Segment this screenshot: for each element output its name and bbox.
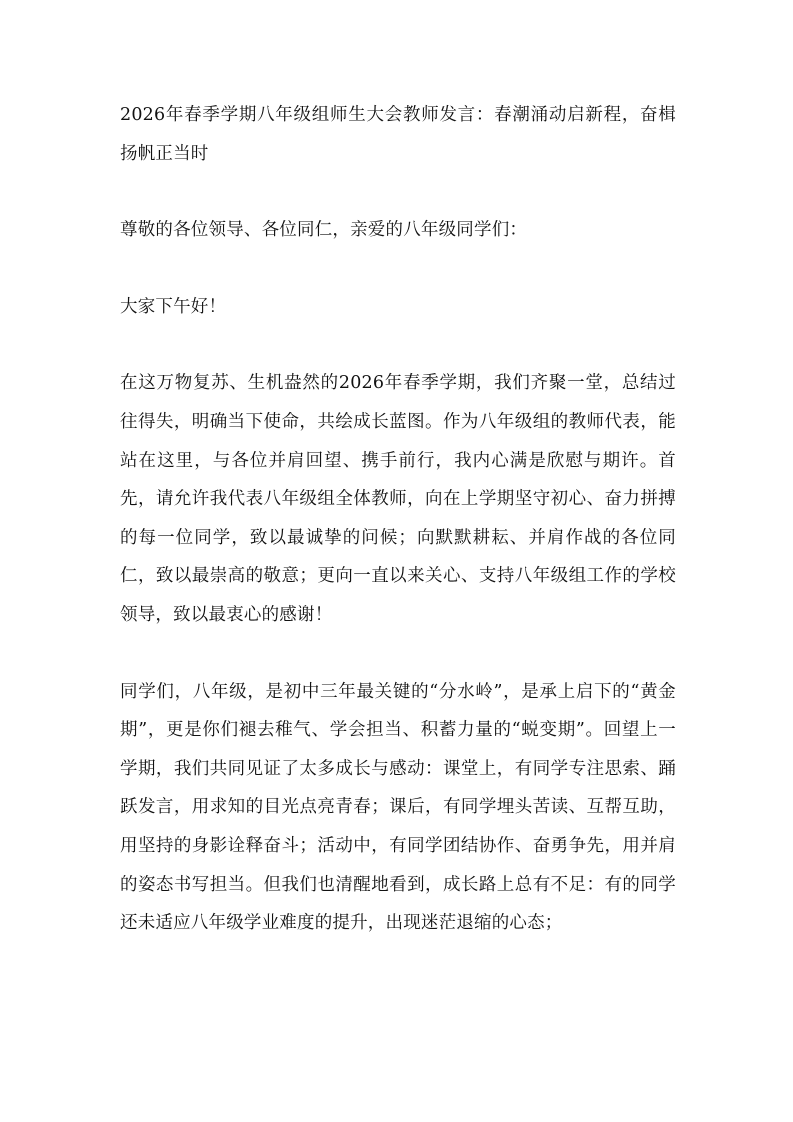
greeting-line: 尊敬的各位领导、各位同仁，亲爱的八年级同学们： [120,220,528,241]
body-paragraph: 同学们，八年级，是初中三年最关键的“分水岭”，是承上启下的“黄金期”，更是你们褪去稚气、学会担当、积蓄力量的“蜕变期”。回望上一学期，我们共同见证了太多成长与感动：课堂上，有同学专注思索、踊跃发言，用求知的目光点亮青春；课后，有同学埋头苦读、互帮互助，用坚持的身影诠释奋斗；活动中，有同学团结协作、奋勇争先，用并肩的姿态书写担当。但我们也清醒地看到，成长路上总有不足：有的同学还未适应八年级学业难度的提升，出现迷茫退缩的心态； [120,681,676,934]
body-paragraph: 在这万物复苏、生机盎然的2026年春季学期，我们齐聚一堂，总结过往得失，明确当下使命，共绘成长蓝图。作为八年级组的教师代表，能站在这里，与各位并肩回望、携手前行，我内心满是欣慰与期许。首先，请允许我代表八年级组全体教师，向在上学期坚守初心、奋力拼搏的每一位同学，致以最诚挚的问候；向默默耕耘、并肩作战的各位同仁，致以最崇高的敬意；更向一直以来关心、支持八年级组工作的学校领导，致以最衷心的感谢！ [120,373,676,625]
document-content [120,96,676,981]
document-title: 2026年春季学期八年级组师生大会教师发言：春潮涌动启新程，奋楫扬帆正当时 [120,105,676,164]
hello-line: 大家下午好！ [120,296,227,317]
